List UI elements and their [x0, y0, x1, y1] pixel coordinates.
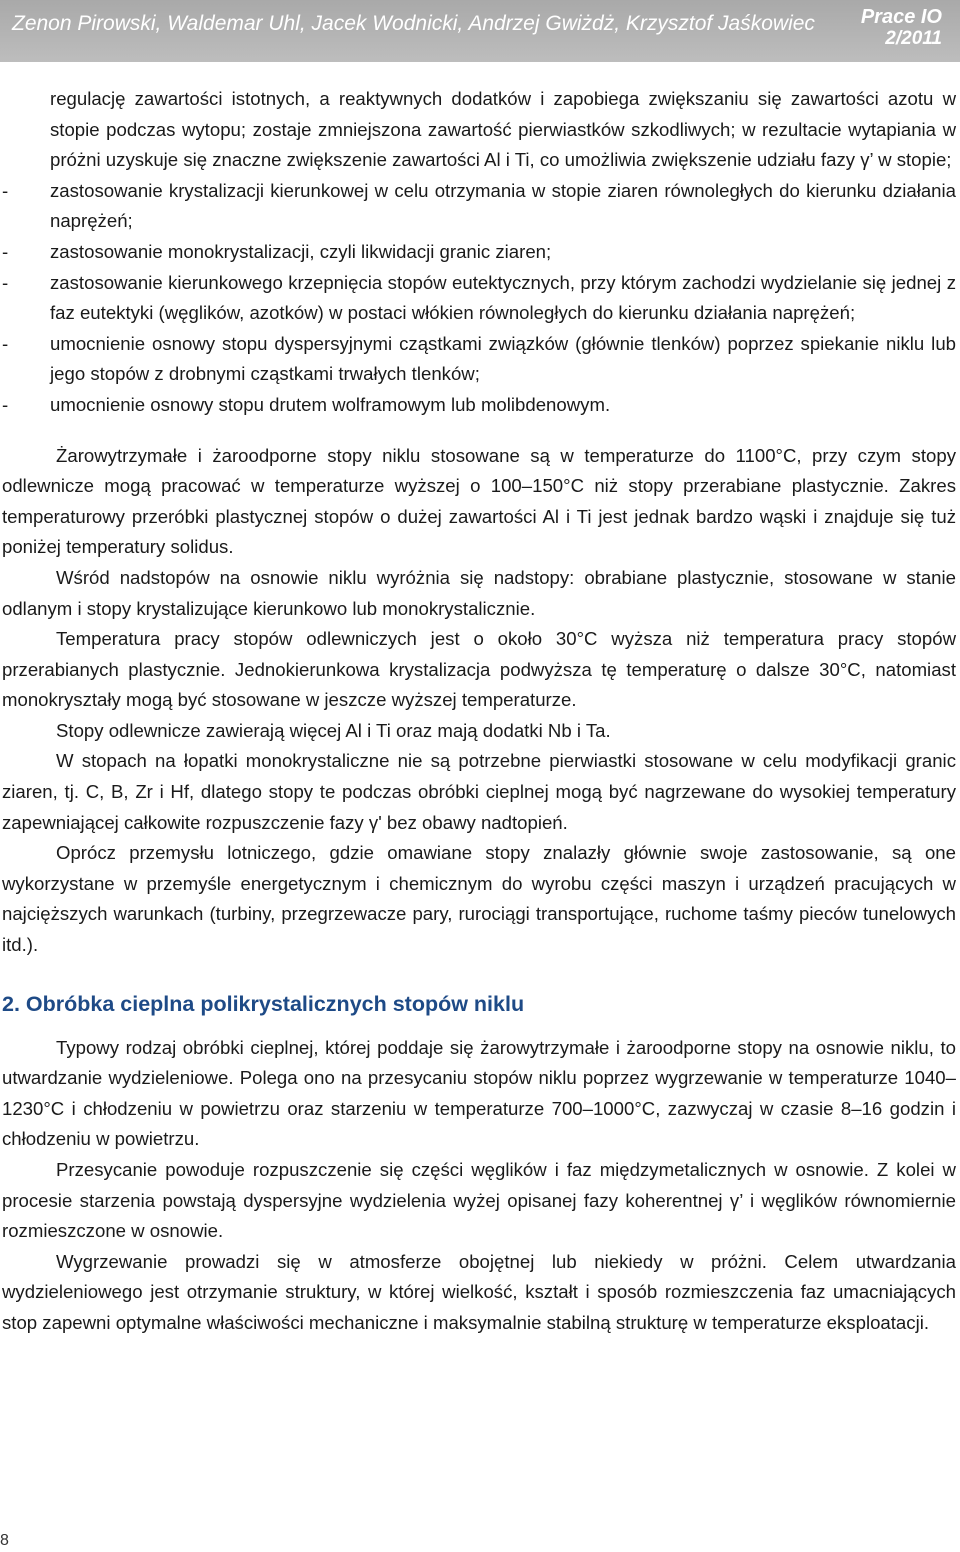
- paragraph: Wśród nadstopów na osnowie niklu wyróżnia się nadstopy: obrabiane plastycznie, stosowane w stanie odlanym i stopy krystalizujące kierunkowo lub monokrystalicznie.: [2, 566, 956, 619]
- list-item: - zastosowanie kierunkowego krzepnięcia stopów eutektycznych, przy którym zachodzi wydzielanie się jednej z faz eutektyki (węglików, azotków) w postaci włókien równoległych do kierunku działania naprężeń;: [2, 271, 956, 324]
- list-item: - umocnienie osnowy stopu dyspersyjnymi cząstkami związków (głównie tlenków) poprzez spiekanie niklu lub jego stopów z drobnymi cząstkami trwałych tlenków;: [2, 332, 956, 385]
- bullet-list: [2, 176, 956, 421]
- journal-issue: 2/2011: [885, 28, 942, 49]
- journal-name: Prace IO: [860, 6, 942, 28]
- page-number: 8: [0, 1532, 9, 1549]
- header-authors: Zenon Pirowski, Waldemar Uhl, Jacek Wodnicki, Andrzej Gwiżdż, Krzysztof Jaśkowiec: [12, 12, 815, 35]
- paragraph: Stopy odlewnicze zawierają więcej Al i Ti oraz mają dodatki Nb i Ta.: [56, 719, 611, 741]
- intro-continuation: regulację zawartości istotnych, a reaktywnych dodatków i zapobiega zwiększaniu się zawartości azotu w stopie podczas wytopu; zostaje zmniejszona zawartość pierwiastków szkodliwych; w rezultacie wytapiania w próżni uzyskuje się znaczne zwiększenie zawartości Al i Ti, co umożliwia zwiększenie udziału fazy γ’ w stopie;: [50, 88, 956, 171]
- paragraph: Typowy rodzaj obróbki cieplnej, której poddaje się żarowytrzymałe i żaroodporne stopy na osnowie niklu, to utwardzanie wydzieleniowe. Polega ono na przesycaniu stopów niklu poprzez wygrzewanie w temperaturze 1040–1230°C i chłodzeniu w powietrzu oraz starzeniu w temperaturze 700–1000°C, zazwyczaj w czasie 8–16 godzin i chłodzeniu w powietrzu.: [2, 1036, 956, 1150]
- page-header: [0, 0, 960, 62]
- paragraph: Żarowytrzymałe i żaroodporne stopy niklu stosowane są w temperaturze do 1100°C, przy czym stopy odlewnicze mogą pracować w temperaturze wyższej o 100–150°C niż stopy przerabiane plastycznie. Zakres temperaturowy przeróbki plastycznej stopów o dużej zawartości Al i Ti jest jednak bardzo wąski i znajduje się tuż poniżej temperatury solidus.: [2, 444, 956, 558]
- header-journal: [861, 6, 942, 50]
- section-title: 2. Obróbka cieplna polikrystalicznych stopów niklu: [2, 991, 525, 1016]
- paragraph: Temperatura pracy stopów odlewniczych jest o około 30°C wyższa niż temperatura pracy stopów przerabianych plastycznie. Jednokierunkowa krystalizacja podwyższa tę temperaturę o dalsze 30°C, natomiast monokryształy mogą być stosowane w jeszcze wyższej temperaturze.: [2, 628, 956, 711]
- article-body: [2, 84, 956, 1339]
- paragraph: Przesycanie powoduje rozpuszczenie się części węglików i faz międzymetalicznych w osnowie. Z kolei w procesie starzenia powstają dyspersyjne wydzielenia wyżej opisanej fazy koherentnej γ’ i węglików równomiernie rozmieszczone w osnowie.: [2, 1159, 956, 1242]
- list-item: - zastosowanie monokrystalizacji, czyli likwidacji granic ziaren;: [2, 240, 552, 262]
- list-item: - zastosowanie krystalizacji kierunkowej w celu otrzymania w stopie ziaren równoległych do kierunku działania naprężeń;: [2, 179, 956, 232]
- paragraph: Wygrzewanie prowadzi się w atmosferze obojętnej lub niekiedy w próżni. Celem utwardzania wydzieleniowego jest otrzymanie struktury, w której wielkość, kształt i sposób rozmieszczenia faz umacniających stop zapewni optymalne właściwości mechaniczne i maksymalnie stabilną strukturę w temperaturze eksploatacji.: [2, 1250, 956, 1333]
- paragraph: Oprócz przemysłu lotniczego, gdzie omawiane stopy znalazły głównie swoje zastosowanie, są one wykorzystane w przemyśle energetycznym i chemicznym do wyrobu części maszyn i urządzeń pracujących w najcięższych warunkach (turbiny, przegrzewacze pary, rurociągi transportujące, ruchome taśmy pieców tunelowych itd.).: [2, 842, 956, 956]
- paragraph: W stopach na łopatki monokrystaliczne nie są potrzebne pierwiastki stosowane w celu modyfikacji granic ziaren, tj. C, B, Zr i Hf, dlatego stopy te podczas obróbki cieplnej mogą być nagrzewane do wysokiej temperatury zapewniającej całkowite rozpuszczenie fazy γ' bez obawy nadtopień.: [2, 750, 956, 833]
- list-item: - umocnienie osnowy stopu drutem wolframowym lub molibdenowym.: [2, 393, 611, 415]
